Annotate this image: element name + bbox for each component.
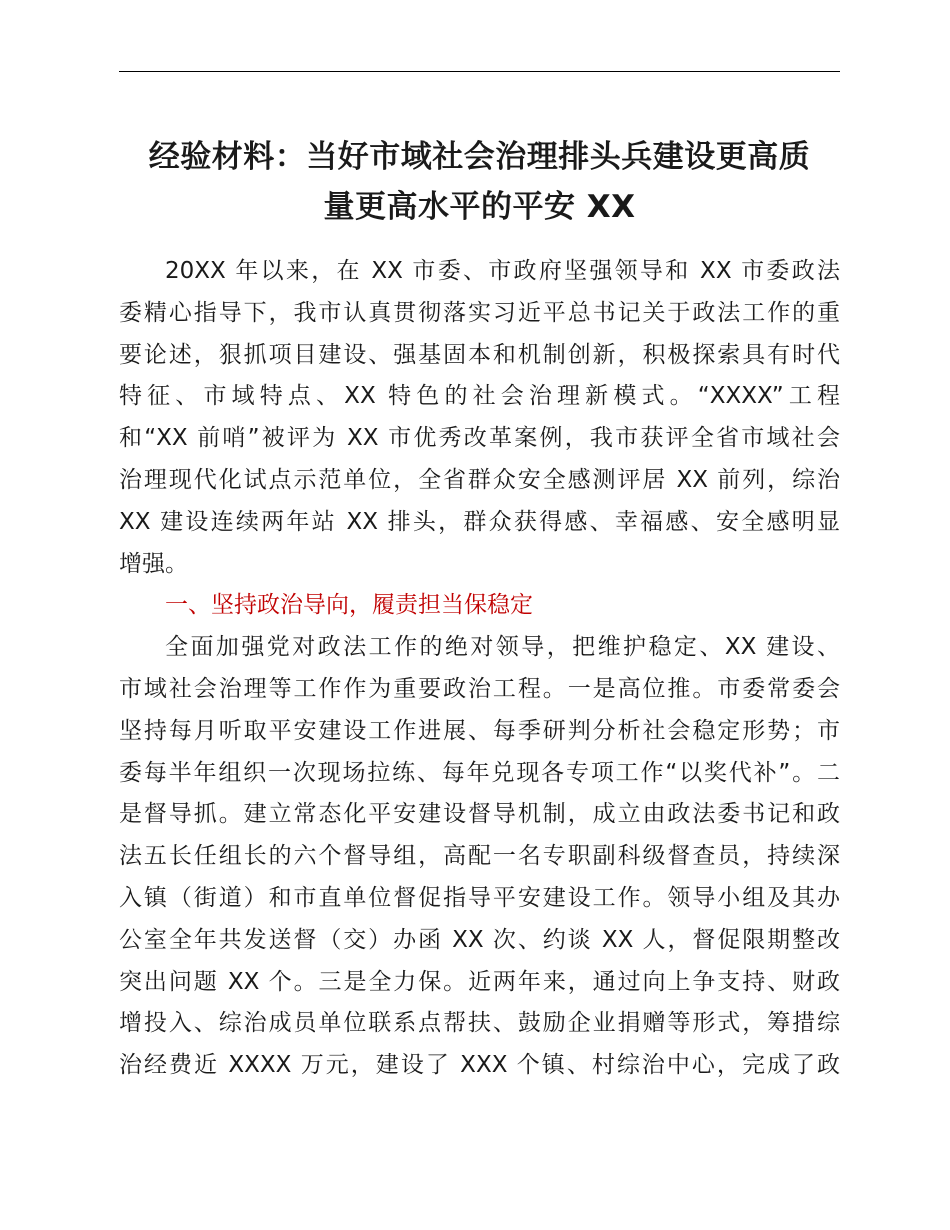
text-line: 市域社会治理等工作作为重要政治工程。一是高位推。市委常委会 xyxy=(119,675,840,702)
text-line: 增强。 xyxy=(119,550,188,577)
text-line: 公室全年共发送督（交）办函 XX 次、约谈 XX 人，督促限期整改 xyxy=(119,926,840,953)
text-line: 委精心指导下，我市认真贯彻落实习近平总书记关于政法工作的重 xyxy=(119,299,840,326)
text-line: 治经费近 XXXX 万元，建设了 XXX 个镇、村综治中心，完成了政 xyxy=(119,1052,840,1079)
text-line: 要论述，狠抓项目建设、强基固本和机制创新，积极探索具有时代 xyxy=(119,341,840,368)
intro-paragraph xyxy=(119,251,840,585)
section-heading: 一、坚持政治导向，履责担当保稳定 xyxy=(165,592,533,619)
section-1 xyxy=(119,585,840,1087)
header-rule xyxy=(119,71,840,72)
text-line: 治理现代化试点示范单位，全省群众安全感测评居 XX 前列，综治 xyxy=(119,466,840,493)
text-line: XX 建设连续两年站 XX 排头，群众获得感、幸福感、安全感明显 xyxy=(119,508,840,535)
title-line-1: 经验材料：当好市域社会治理排头兵建设更高质 xyxy=(148,139,811,175)
text-line: 增投入、综治成员单位联系点帮扶、鼓励企业捐赠等形式，筹措综 xyxy=(119,1010,840,1037)
text-line: 20XX 年以来，在 XX 市委、市政府坚强领导和 XX 市委政法 xyxy=(165,258,840,284)
title-line-2: 量更高水平的平安 XX xyxy=(323,189,636,225)
text-line: 坚持每月听取平安建设工作进展、每季研判分析社会稳定形势；市 xyxy=(119,717,840,744)
text-line: 是督导抓。建立常态化平安建设督导机制，成立由政法委书记和政 xyxy=(119,801,840,828)
text-line: 全面加强党对政法工作的绝对领导，把维护稳定、XX 建设、 xyxy=(165,634,840,661)
text-line: 突出问题 XX 个。三是全力保。近两年来，通过向上争支持、财政 xyxy=(119,968,840,995)
text-line: 特征、市域特点、XX 特色的社会治理新模式。“XXXX”工程 xyxy=(119,383,840,410)
text-line: 和“XX 前哨”被评为 XX 市优秀改革案例，我市获评全省市域社会 xyxy=(119,425,840,452)
document-body xyxy=(119,251,840,1087)
text-line: 法五长任组长的六个督导组，高配一名专职副科级督查员，持续深 xyxy=(119,843,840,870)
text-line: 入镇（街道）和市直单位督促指导平安建设工作。领导小组及其办 xyxy=(119,884,840,911)
document-title xyxy=(119,132,840,232)
text-line: 委每半年组织一次现场拉练、每年兑现各专项工作“以奖代补”。二 xyxy=(119,759,840,786)
